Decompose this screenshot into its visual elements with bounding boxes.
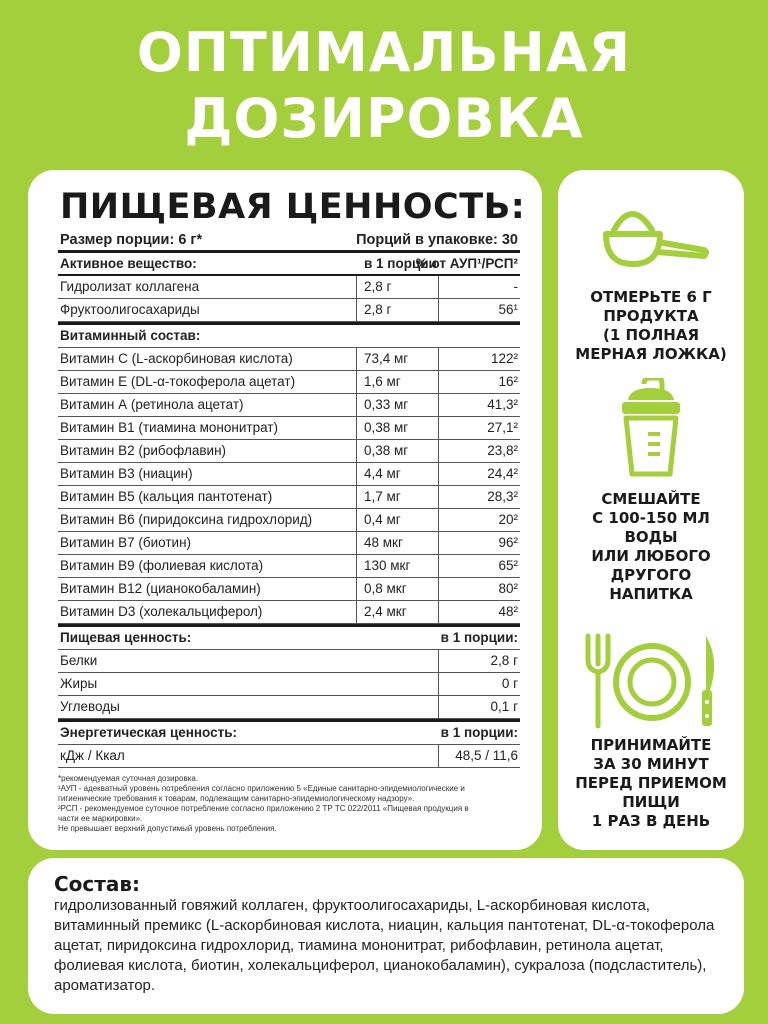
table-row: [58, 532, 520, 555]
table-row: [58, 745, 520, 768]
nutrition-panel: [28, 170, 542, 850]
table-row: [58, 299, 520, 322]
column-divider: [356, 486, 357, 508]
step-2-line: НАПИТКА: [609, 585, 693, 603]
column-divider: [438, 578, 439, 600]
column-divider: [356, 276, 357, 298]
row-pct: 28,3²: [487, 489, 518, 504]
row-amount: 1,7 мг: [364, 489, 401, 504]
table-row: [58, 417, 520, 440]
serving-row: [58, 228, 520, 253]
column-divider: [438, 348, 439, 370]
row-amount: 73,4 мг: [364, 351, 409, 366]
servings-per-pack: Порций в упаковке: 30: [356, 232, 518, 248]
row-name: Витамин В1 (тиамина мононитрат): [60, 420, 278, 435]
column-divider: [438, 650, 439, 672]
footnote: *рекомендуемая суточная дозировка.: [58, 774, 199, 783]
column-divider: [438, 486, 439, 508]
column-divider: [356, 578, 357, 600]
composition-panel: [28, 858, 744, 1014]
step-2-line: ВОДЫ: [624, 528, 678, 546]
row-amount: 0,38 мг: [364, 420, 409, 435]
row-name: Гидролизат коллагена: [60, 279, 200, 294]
row-amount: 2,4 мкг: [364, 604, 407, 619]
footnotes: [58, 774, 478, 834]
column-divider: [438, 440, 439, 462]
table-row: [58, 673, 520, 696]
table-row: [58, 509, 520, 532]
step-3-line: ПРИНИМАЙТЕ: [590, 736, 712, 754]
table-row: [58, 601, 520, 624]
row-name: Витамин Е (DL-α-токоферола ацетат): [60, 374, 296, 389]
row-amount: 1,6 мг: [364, 374, 401, 389]
row-pct: 24,4²: [487, 466, 518, 481]
step-1-line: (1 ПОЛНАЯ: [603, 326, 699, 344]
step-1-line: ПРОДУКТА: [603, 307, 699, 325]
column-divider: [438, 509, 439, 531]
column-divider: [438, 463, 439, 485]
headline-line-2: ДОЗИРОВКА: [184, 87, 584, 150]
row-amount: 0,4 мг: [364, 512, 401, 527]
column-divider: [356, 509, 357, 531]
row-name: Витамин В5 (кальция пантотенат): [60, 489, 273, 504]
step-1-line: ОТМЕРЬТЕ 6 Г: [590, 288, 712, 306]
food-header-name: Пищевая ценность:: [60, 630, 192, 645]
row-amount: 2,8 г: [490, 653, 518, 668]
row-name: Жиры: [60, 676, 98, 691]
shaker-icon: [606, 378, 696, 478]
active-header-name: Активное вещество:: [60, 256, 197, 271]
table-row: [58, 696, 520, 719]
vitamin-rows: [58, 348, 520, 624]
food-header-amount: в 1 порции:: [440, 630, 518, 645]
energy-header-row: [58, 719, 520, 745]
row-name: Белки: [60, 653, 98, 668]
instructions-panel: [558, 170, 744, 850]
nutrition-table: [58, 228, 520, 768]
table-row: [58, 348, 520, 371]
row-amount: 0,38 мг: [364, 443, 409, 458]
column-divider: [356, 532, 357, 554]
energy-header-amount: в 1 порции:: [440, 725, 518, 740]
step-3-line: ЗА 30 МИНУТ: [593, 755, 709, 773]
step-2-text: [558, 490, 744, 604]
step-2-line: СМЕШАЙТЕ: [601, 490, 701, 508]
row-pct: 48²: [498, 604, 518, 619]
column-divider: [438, 417, 439, 439]
row-amount: 0,1 г: [490, 699, 518, 714]
step-2-line: ИЛИ ЛЮБОГО: [591, 547, 711, 565]
column-divider: [438, 394, 439, 416]
active-rows: [58, 276, 520, 322]
row-amount: 48 мкг: [364, 535, 403, 550]
row-amount: 0,8 мкг: [364, 581, 407, 596]
step-2-line: ДРУГОГО: [610, 566, 692, 584]
row-name: Витамин В2 (рибофлавин): [60, 443, 227, 458]
serving-size: Размер порции: 6 г*: [60, 232, 203, 248]
table-row: [58, 486, 520, 509]
energy-rows: [58, 745, 520, 768]
column-divider: [438, 673, 439, 695]
row-amount: 4,4 мг: [364, 466, 401, 481]
row-name: Витамин В9 (фолиевая кислота): [60, 558, 264, 573]
row-pct: 16²: [498, 374, 518, 389]
row-pct: 41,3²: [487, 397, 518, 412]
column-divider: [438, 299, 439, 321]
nutrition-title: ПИЩЕВАЯ ЦЕННОСТЬ:: [60, 187, 526, 227]
active-header-row: [58, 253, 520, 276]
column-divider: [356, 348, 357, 370]
row-amount: 48,5 / 11,6: [455, 748, 518, 763]
row-amount: 2,8 г: [364, 279, 392, 294]
composition-text: гидролизованный говяжий коллаген, фруктоолигосахариды, L-аскорбиновая кислота, витаминный премикс (L-аскорбиновая кислота, ниацин, кальция пантотенат, DL-α-токоферола ацетат, пиридоксина гидрохлорид, тиамина мононитрат, рибофлавин, ретинола ацетат, фолиевая кислота, биотин, холекальциферол, цианокобаламин), сукралоза (подсластитель), ароматизатор.: [54, 897, 715, 994]
row-amount: 130 мкг: [364, 558, 411, 573]
active-header-amount: в 1 порции: [364, 256, 437, 271]
row-pct: 122²: [490, 351, 518, 366]
food-header-row: [58, 624, 520, 650]
row-name: Витамин D3 (холекальциферол): [60, 604, 263, 619]
row-pct: 20²: [498, 512, 518, 527]
row-pct: 80²: [498, 581, 518, 596]
page-headline: [0, 20, 768, 152]
footnote: Не превышает верхний допустимый уровень потребления.: [58, 824, 277, 833]
row-name: Витамин В12 (цианокобаламин): [60, 581, 261, 596]
plate-cutlery-icon: [580, 630, 724, 730]
row-pct: 96²: [498, 535, 518, 550]
row-name: Витамин В6 (пиридоксина гидрохлорид): [60, 512, 313, 527]
column-divider: [438, 601, 439, 623]
row-pct: 65²: [498, 558, 518, 573]
step-1-line: МЕРНАЯ ЛОЖКА): [575, 345, 727, 363]
column-divider: [438, 532, 439, 554]
step-3-line: ПЕРЕД ПРИЕМОМ: [575, 774, 727, 792]
column-divider: [438, 696, 439, 718]
row-name: Витамин В3 (ниацин): [60, 466, 193, 481]
column-divider: [356, 299, 357, 321]
row-pct: 23,8²: [487, 443, 518, 458]
table-row: [58, 555, 520, 578]
footnote: ¹АУП - адекватный уровень потребления согласно приложению 5 «Единые санитарно-эпидемиологические и гигиенические требования к товарам, подлежащим санитарно-эпидемиологическому надзору».: [58, 784, 465, 803]
row-name: Фруктоолигосахариды: [60, 302, 200, 317]
column-divider: [438, 371, 439, 393]
step-3-line: ПИЩИ: [622, 793, 680, 811]
food-rows: [58, 650, 520, 719]
step-1-text: [558, 288, 744, 364]
footnote: ²РСП - рекомендуемое суточное потребление согласно приложению 2 ТР ТС 022/2011 «Пищевая продукция в части ее маркировки».: [58, 804, 469, 823]
row-pct: 56¹: [498, 302, 518, 317]
row-amount: 0 г: [501, 676, 518, 691]
column-divider: [438, 555, 439, 577]
step-3-line: 1 РАЗ В ДЕНЬ: [591, 812, 711, 830]
table-row: [58, 371, 520, 394]
column-divider: [356, 417, 357, 439]
row-name: Витамин А (ретинола ацетат): [60, 397, 244, 412]
column-divider: [356, 463, 357, 485]
column-divider: [356, 440, 357, 462]
step-2-line: С 100-150 МЛ: [592, 509, 710, 527]
table-row: [58, 463, 520, 486]
step-3-text: [558, 736, 744, 831]
table-row: [58, 650, 520, 673]
vitamin-header-row: [58, 322, 520, 348]
table-row: [58, 578, 520, 601]
active-header-pct: % от АУП¹/РСП²: [415, 256, 518, 271]
row-name: кДж / Ккал: [60, 748, 125, 763]
scoop-icon: [592, 190, 712, 272]
column-divider: [438, 276, 439, 298]
column-divider: [438, 745, 439, 767]
row-amount: 0,33 мг: [364, 397, 409, 412]
column-divider: [356, 371, 357, 393]
composition-title: Состав:: [54, 872, 141, 896]
table-row: [58, 394, 520, 417]
row-name: Витамин В7 (биотин): [60, 535, 192, 550]
row-name: Витамин С (L-аскорбиновая кислота): [60, 351, 293, 366]
row-pct: -: [513, 279, 518, 294]
row-name: Углеводы: [60, 699, 120, 714]
column-divider: [356, 555, 357, 577]
table-row: [58, 276, 520, 299]
table-row: [58, 440, 520, 463]
vitamin-header: Витаминный состав:: [60, 328, 201, 343]
column-divider: [356, 601, 357, 623]
column-divider: [356, 394, 357, 416]
row-pct: 27,1²: [487, 420, 518, 435]
energy-header-name: Энергетическая ценность:: [60, 725, 238, 740]
row-amount: 2,8 г: [364, 302, 392, 317]
headline-line-1: ОПТИМАЛЬНАЯ: [136, 21, 632, 84]
